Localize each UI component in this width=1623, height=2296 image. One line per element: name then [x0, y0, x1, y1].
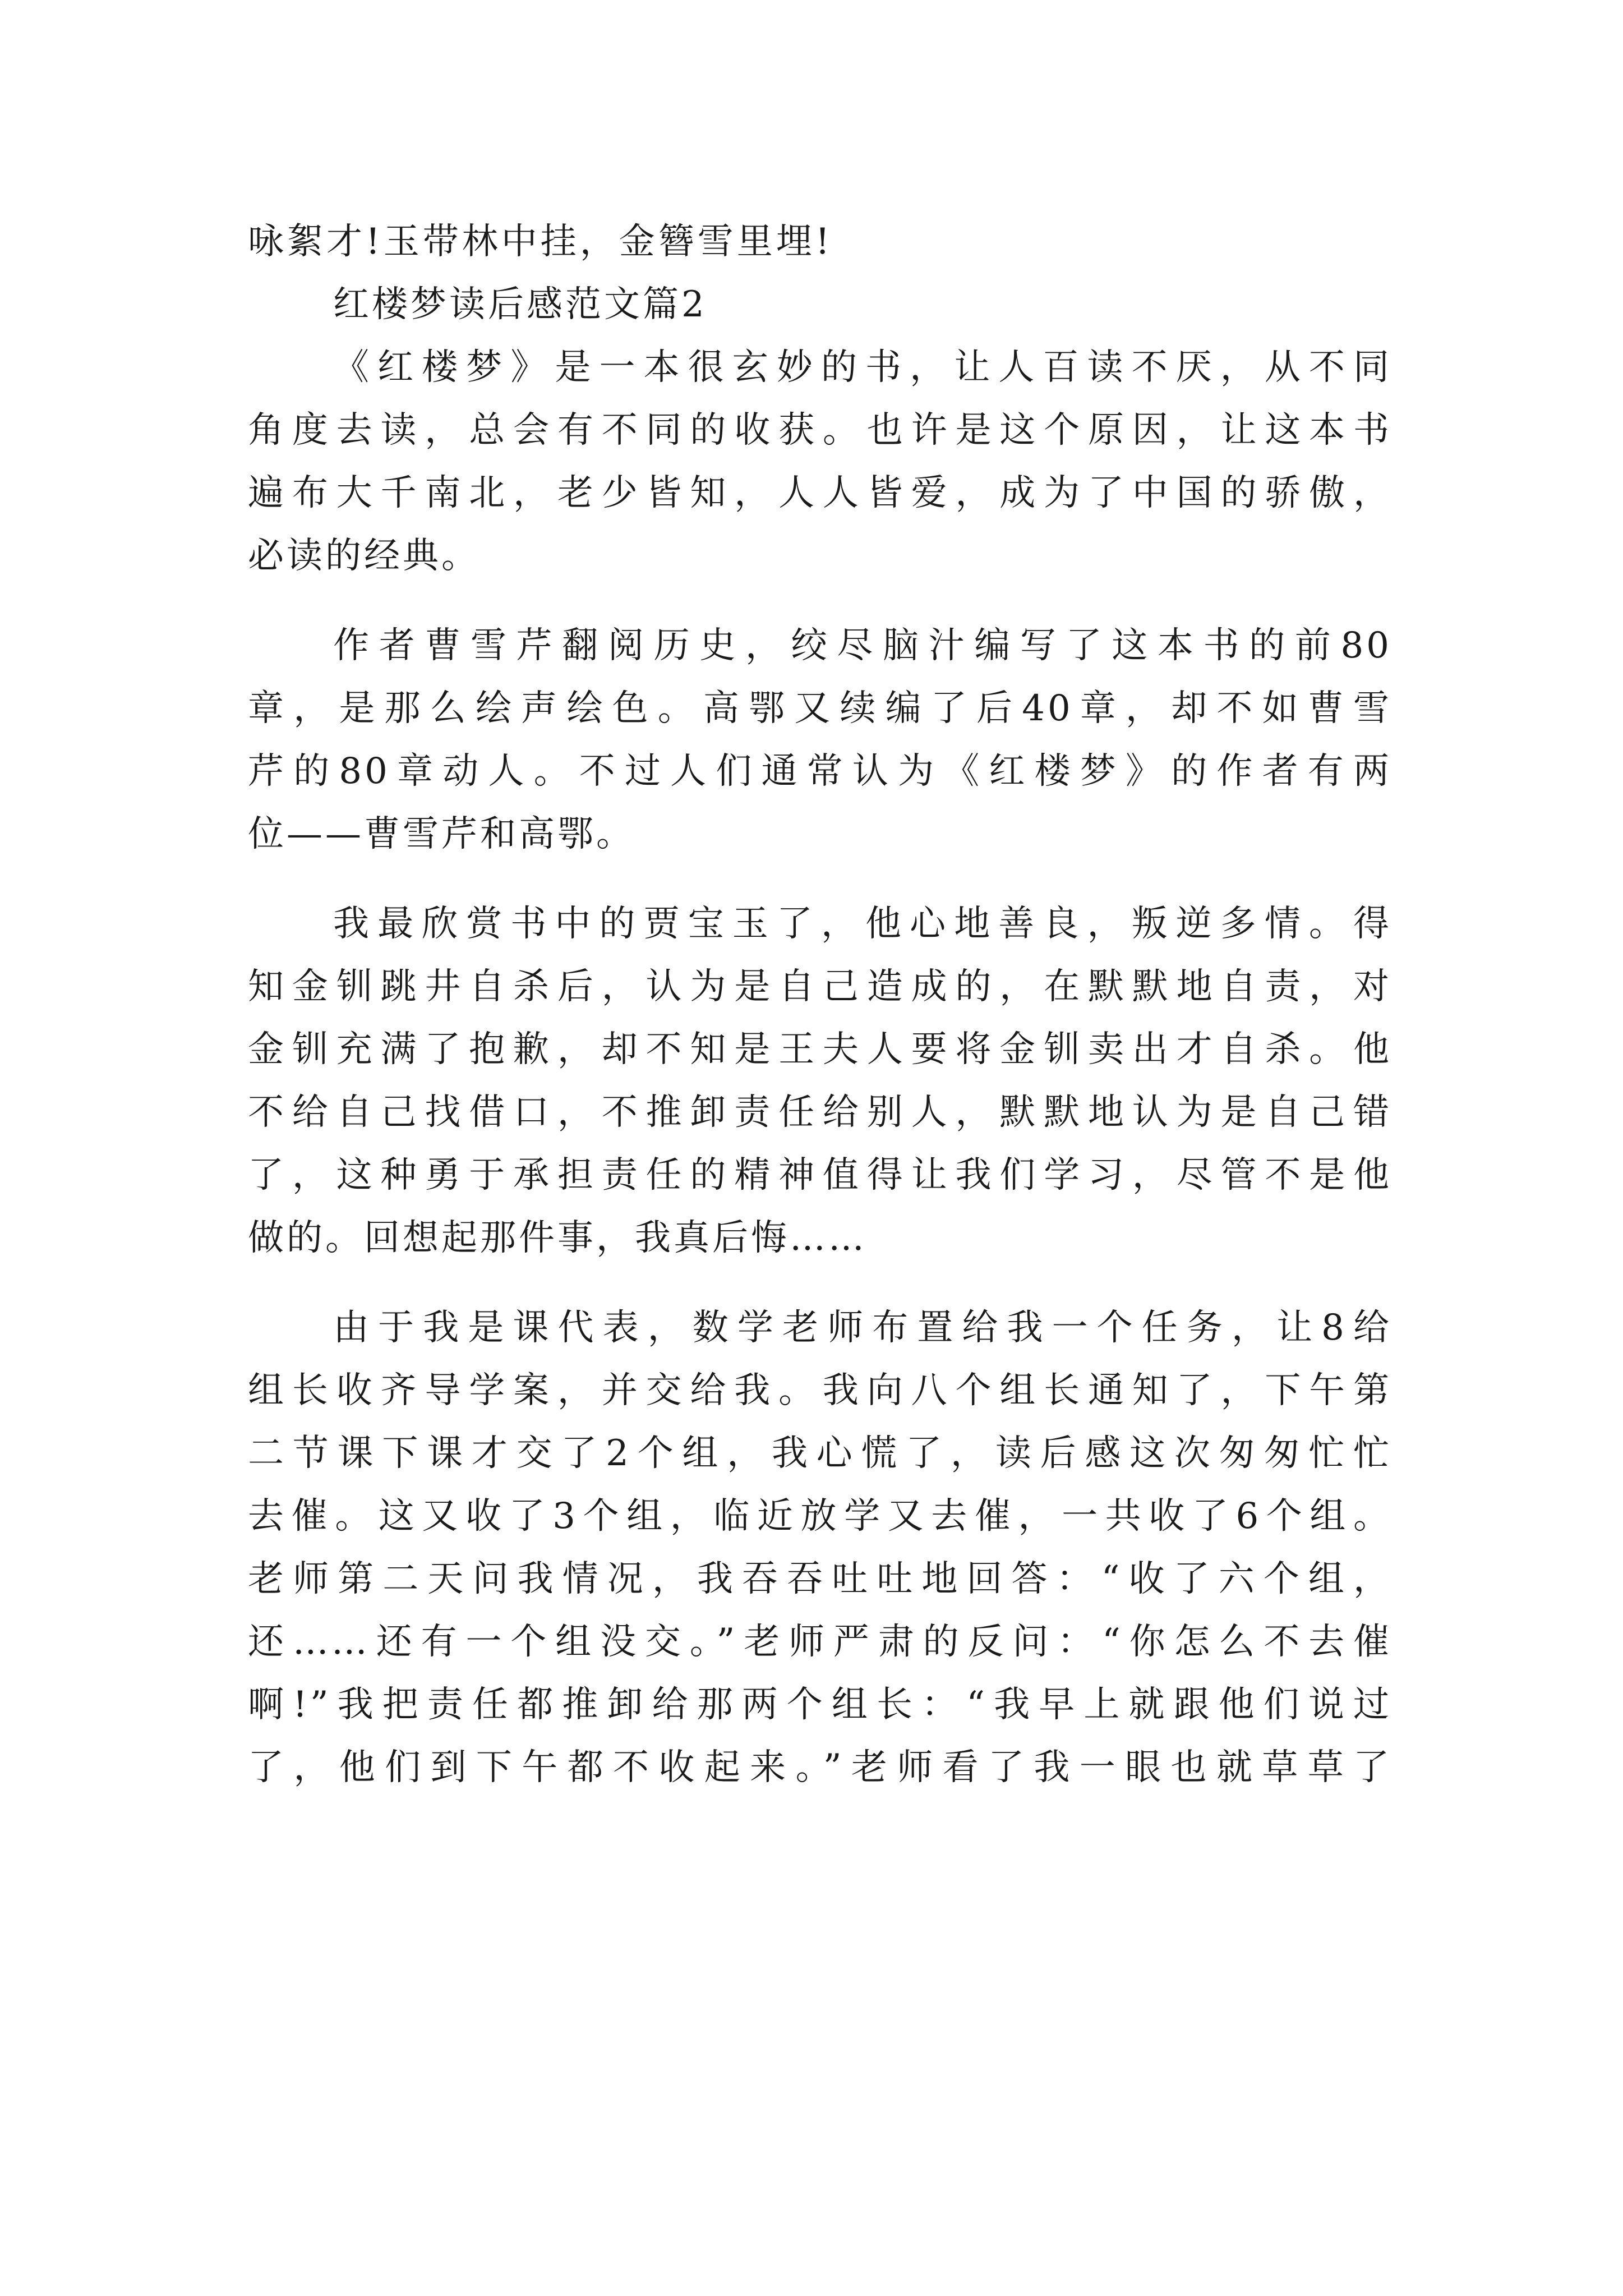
text-line: 我最欣赏书中的贾宝玉了，他心地善良，叛逆多情。得 — [333, 903, 1392, 945]
text-line: 做的。回想起那件事，我真后悔…… — [248, 1217, 867, 1259]
text-line: 金钏充满了抱歉，却不知是王夫人要将金钏卖出才自杀。他 — [248, 1029, 1392, 1070]
text-line: 作者曹雪芹翻阅历史，绞尽脑汁编写了这本书的前80 — [333, 625, 1392, 666]
text-line: 遍布大千南北，老少皆知，人人皆爱，成为了中国的骄傲， — [248, 472, 1392, 514]
text-line: 位——曹雪芹和高鄂。 — [248, 813, 635, 855]
text-line: 去催。这又收了3个组，临近放学又去催，一共收了6个组。 — [248, 1496, 1392, 1537]
text-line: 老师第二天问我情况，我吞吞吐吐地回答：“收了六个组， — [248, 1558, 1392, 1600]
text-line: 了，他们到下午都不收起来。”老师看了我一眼也就草草了 — [248, 1747, 1392, 1788]
text-line: 组长收齐导学案，并交给我。我向八个组长通知了，下午第 — [248, 1370, 1392, 1411]
text-line: 啊!”我把责任都推卸给那两个组长：“我早上就跟他们说过 — [248, 1684, 1392, 1726]
text-line: 二节课下课才交了2个组，我心慌了，读后感这次匆匆忙忙 — [248, 1433, 1392, 1474]
text-line: 不给自己找借口，不推卸责任给别人，默默地认为是自己错 — [248, 1092, 1392, 1133]
text-line: 必读的经典。 — [248, 535, 480, 577]
text-line: 咏絮才!玉带林中挂，金簪雪里埋! — [248, 221, 833, 263]
text-line: 芹的80章动人。不过人们通常认为《红楼梦》的作者有两 — [248, 751, 1392, 792]
text-line: 由于我是课代表，数学老师布置给我一个任务，让8给 — [333, 1307, 1392, 1349]
text-line: 了，这种勇于承担责任的精神值得让我们学习，尽管不是他 — [248, 1154, 1392, 1196]
document-body — [248, 210, 1392, 1799]
text-line: 章，是那么绘声绘色。高鄂又续编了后40章，却不如曹雪 — [248, 688, 1392, 729]
text-line: 还……还有一个组没交。”老师严肃的反问：“你怎么不去催 — [248, 1621, 1392, 1663]
text-line: 角度去读，总会有不同的收获。也许是这个原因，让这本书 — [248, 409, 1392, 451]
text-line: 知金钏跳井自杀后，认为是自己造成的，在默默地自责，对 — [248, 966, 1392, 1007]
section-heading: 红楼梦读后感范文篇2 — [333, 284, 707, 325]
text-line: 《红楼梦》是一本很玄妙的书，让人百读不厌，从不同 — [333, 347, 1392, 388]
